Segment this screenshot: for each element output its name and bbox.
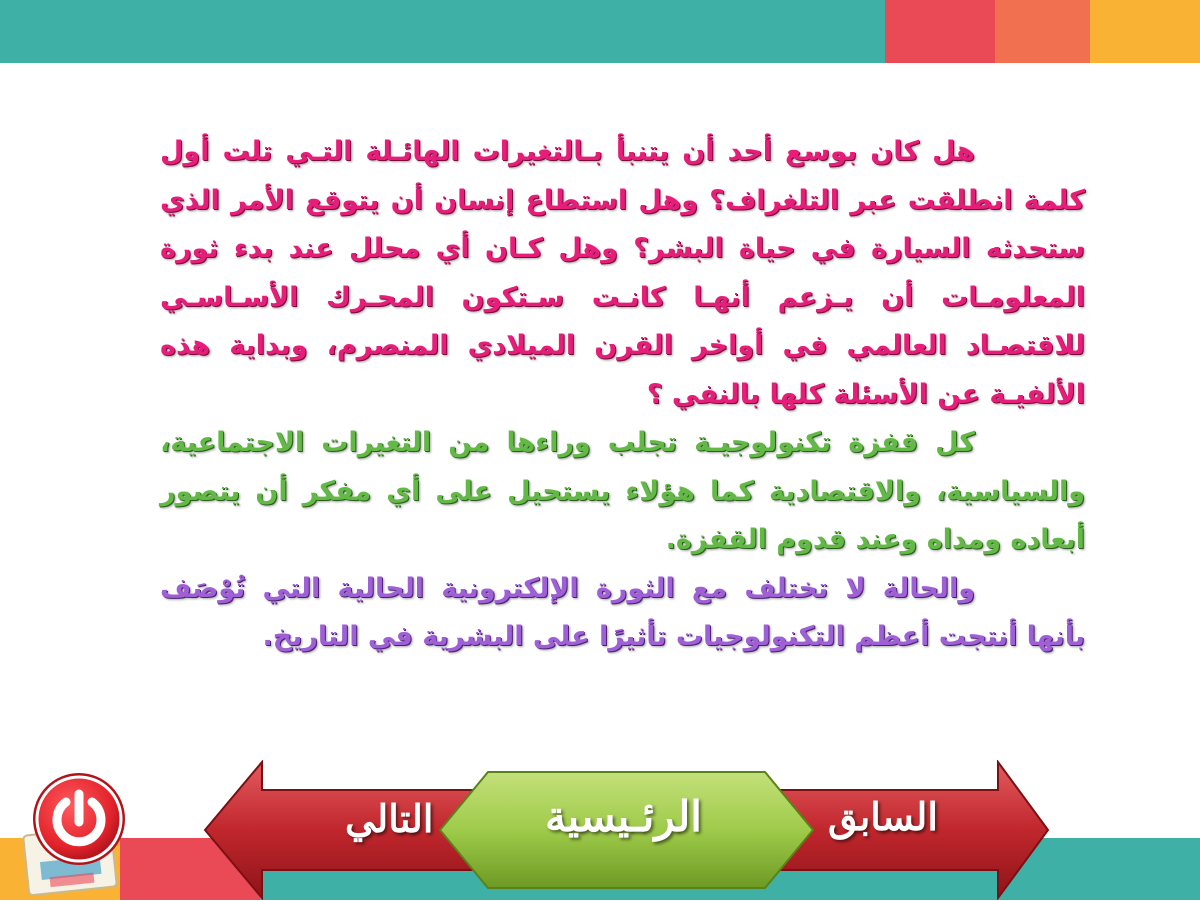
paragraph-electronic-revolution: والحالة لا تختلف مع الثورة الإلكترونية الحالية التي تُوْصَف بأنها أنتجت أعظم التكنولوجيات تأثيرًا على البشرية في التاريخ. [160, 572, 1085, 652]
power-icon [30, 770, 128, 868]
slide-text-block [160, 128, 1085, 662]
top-bar-yellow-segment [1090, 0, 1200, 63]
power-button[interactable] [30, 770, 128, 868]
top-bar-teal-segment [0, 0, 885, 63]
top-decorative-bar [0, 0, 1200, 63]
paragraph-questions: هل كان بوسع أحد أن يتنبأ بـالتغيرات الهائـلة التـي تلت أول كلمة انطلقت عبر التلغراف؟ وهل استطاع إنسان أن يتوقع الأمر الذي ستحدثه السيارة في حياة البشر؟ وهل كـان أي محلل عند بدء ثورة المعلومـات أن يـزعم أنهـا كانـت سـتكون المحـرك الأسـاسـي للاقتصـاد العالمي في أواخر القرن الميلادي المنصرم، وبداية هذه الألفيـة عن الأسئلة كلها بالنفي ؟ [160, 136, 1085, 410]
prev-button-label[interactable]: السابق [828, 794, 938, 839]
top-bar-red-segment [885, 0, 995, 63]
paragraph-tech-leap: كل قفزة تكنولوجيـة تجلب وراءها من التغيرات الاجتماعية، والسياسية، والاقتصادية كما هؤلاء يستحيل على أي مفكر أن يتصور أبعاده ومداه وعند قدوم القفزة. [160, 427, 1085, 555]
home-button-label[interactable]: الرئـيسية [545, 792, 702, 841]
top-bar-orange-segment [995, 0, 1090, 63]
next-button-label[interactable]: التالي [345, 796, 434, 841]
navigation-bar [0, 760, 1200, 900]
